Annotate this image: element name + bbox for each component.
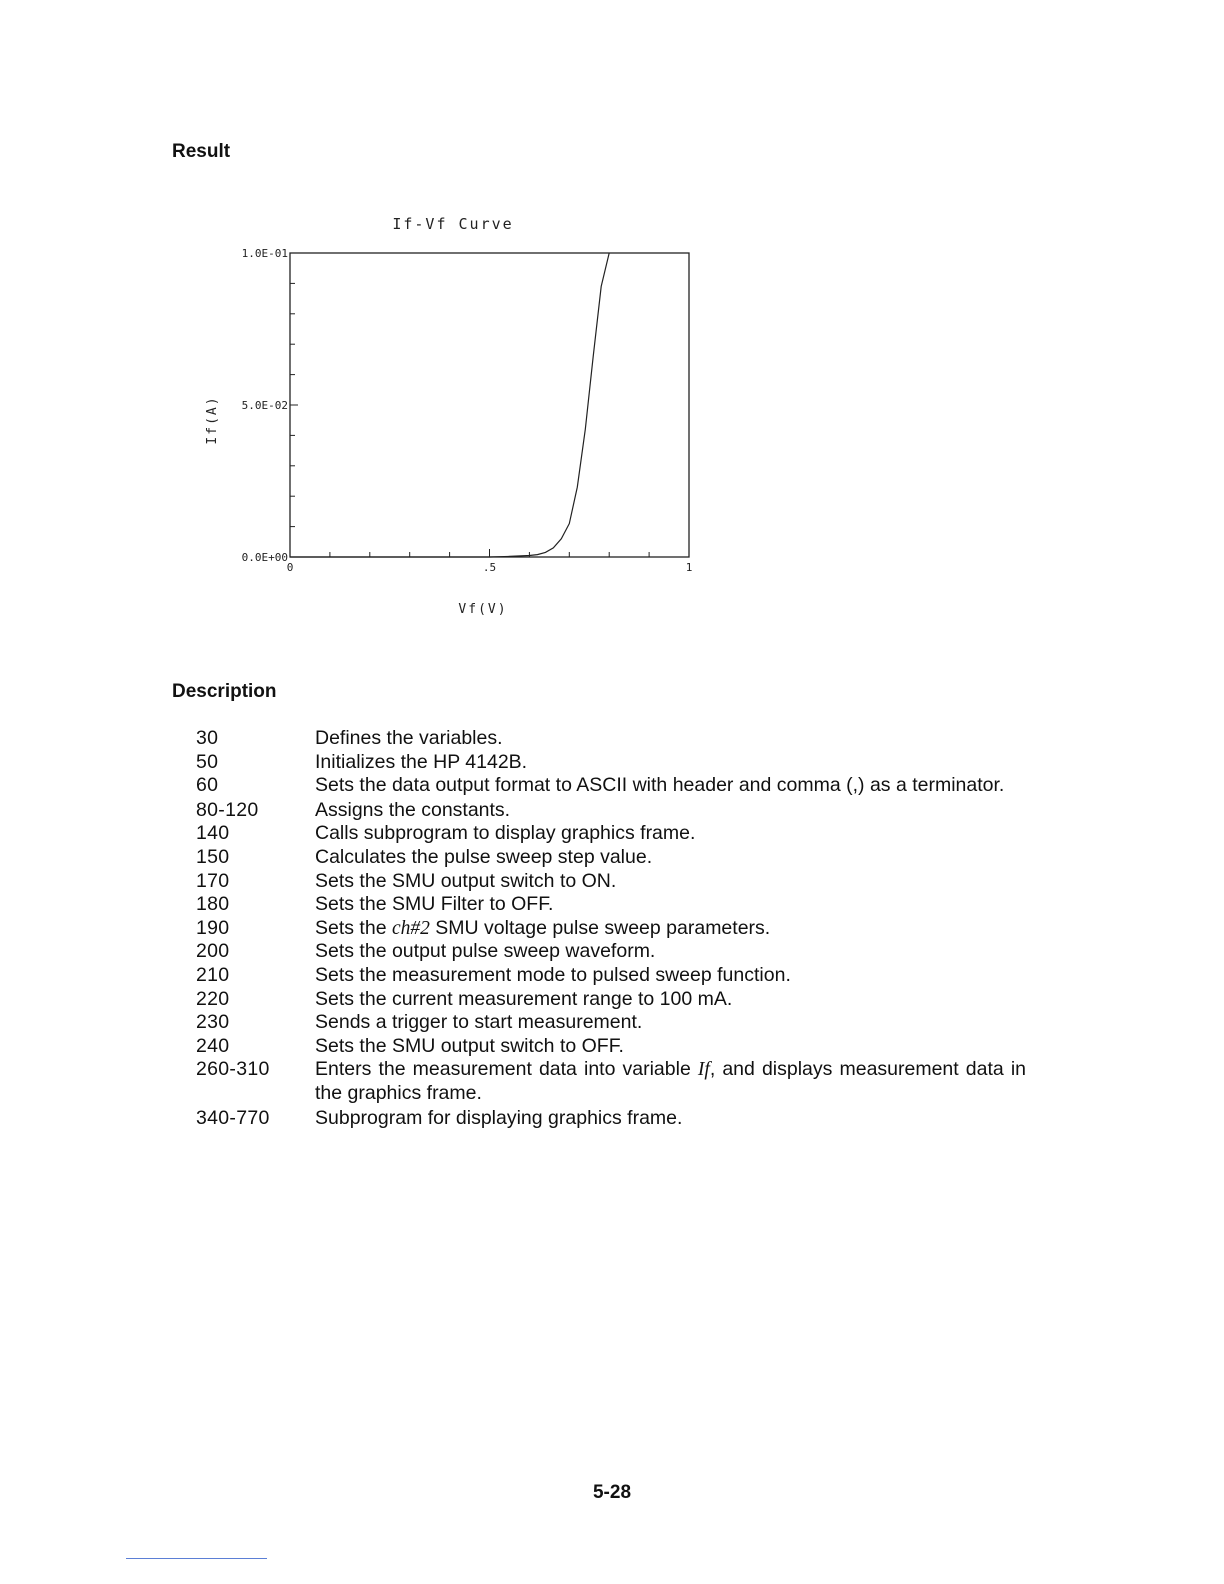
- line-description: [315, 917, 1036, 941]
- line-number: 190: [196, 916, 230, 939]
- line-description: Defines the variables.: [315, 727, 503, 749]
- line-number: 260-310: [196, 1058, 270, 1081]
- y-tick-label: 5.0E-02: [241, 399, 288, 412]
- axis-ticks: [290, 283, 649, 557]
- line-number: 50: [196, 750, 219, 773]
- description-list: [196, 727, 1036, 1130]
- line-description: Sets the SMU output switch to OFF.: [315, 1034, 624, 1057]
- variable-name: If: [697, 1059, 710, 1081]
- y-tick-label: 1.0E-01: [241, 247, 288, 260]
- line-number: 180: [196, 893, 230, 916]
- x-axis-label: Vf(V): [458, 602, 508, 617]
- y-axis-label: If(A): [205, 395, 220, 445]
- line-description: Sets the measurement mode to pulsed sweep function.: [315, 963, 791, 986]
- series-line-if-vf: [290, 253, 609, 557]
- line-description: Sends a trigger to start measurement.: [315, 1011, 643, 1034]
- text-before: Enters the measurement data into variable: [315, 1058, 698, 1081]
- line-number: 210: [196, 963, 230, 986]
- chart-title: If-Vf Curve: [392, 215, 514, 233]
- line-description: [315, 1058, 1036, 1105]
- line-description: Sets the SMU output switch to ON.: [315, 869, 617, 892]
- line-description: Initializes the HP 4142B.: [315, 750, 528, 773]
- description-row: [196, 774, 1036, 798]
- description-row: [196, 964, 1036, 988]
- text-after: SMU voltage pulse sweep parameters.: [429, 916, 771, 939]
- line-number: 30: [196, 727, 219, 749]
- line-description: Sets the SMU Filter to OFF.: [315, 893, 554, 916]
- text-after: , and displays measurement data in the graphics frame.: [315, 1058, 1026, 1104]
- line-number: 60: [196, 774, 219, 797]
- line-number: 230: [196, 1011, 230, 1034]
- plot-frame: [290, 253, 689, 557]
- line-number: 200: [196, 940, 230, 963]
- line-description: Subprogram for displaying graphics frame.: [315, 1106, 683, 1129]
- line-description: Sets the output pulse sweep waveform.: [315, 940, 656, 963]
- x-tick-label: .5: [482, 561, 497, 574]
- description-row: [196, 1035, 1036, 1059]
- line-number: 80-120: [196, 798, 259, 821]
- result-heading: Result: [172, 141, 231, 162]
- line-number: 220: [196, 987, 230, 1010]
- description-row: [196, 988, 1036, 1012]
- line-description: Sets the current measurement range to 100 mA.: [315, 987, 733, 1010]
- x-tick-label: 1: [685, 561, 693, 574]
- description-row: [196, 727, 1036, 751]
- description-row: [196, 751, 1036, 775]
- description-row: [196, 870, 1036, 894]
- description-row: [196, 917, 1036, 941]
- line-number: 240: [196, 1034, 230, 1057]
- line-number: 140: [196, 822, 230, 845]
- description-row: [196, 940, 1036, 964]
- description-row: [196, 1011, 1036, 1035]
- text-before: Sets the: [315, 916, 392, 939]
- line-description: Calculates the pulse sweep step value.: [315, 845, 653, 868]
- description-heading: Description: [172, 681, 277, 702]
- x-tick-label: 0: [286, 561, 294, 574]
- page-number: 5-28: [592, 1482, 632, 1503]
- line-number: 150: [196, 845, 230, 868]
- line-description: Calls subprogram to display graphics frame.: [315, 822, 696, 845]
- line-number: 340-770: [196, 1106, 270, 1129]
- channel-name: ch#2: [391, 917, 430, 939]
- description-row: [196, 1058, 1036, 1105]
- footer-rule: [126, 1558, 267, 1559]
- description-row: [196, 846, 1036, 870]
- line-number: 170: [196, 869, 230, 892]
- line-description: Sets the data output format to ASCII with header and comma (,) as a terminator.: [315, 774, 1005, 797]
- description-row: [196, 893, 1036, 917]
- description-row: [196, 822, 1036, 846]
- y-tick-label: 0.0E+00: [241, 551, 288, 564]
- line-description: Assigns the constants.: [315, 798, 511, 821]
- description-row: [196, 799, 1036, 823]
- description-row: [196, 1107, 1036, 1131]
- if-vf-chart: [190, 205, 730, 630]
